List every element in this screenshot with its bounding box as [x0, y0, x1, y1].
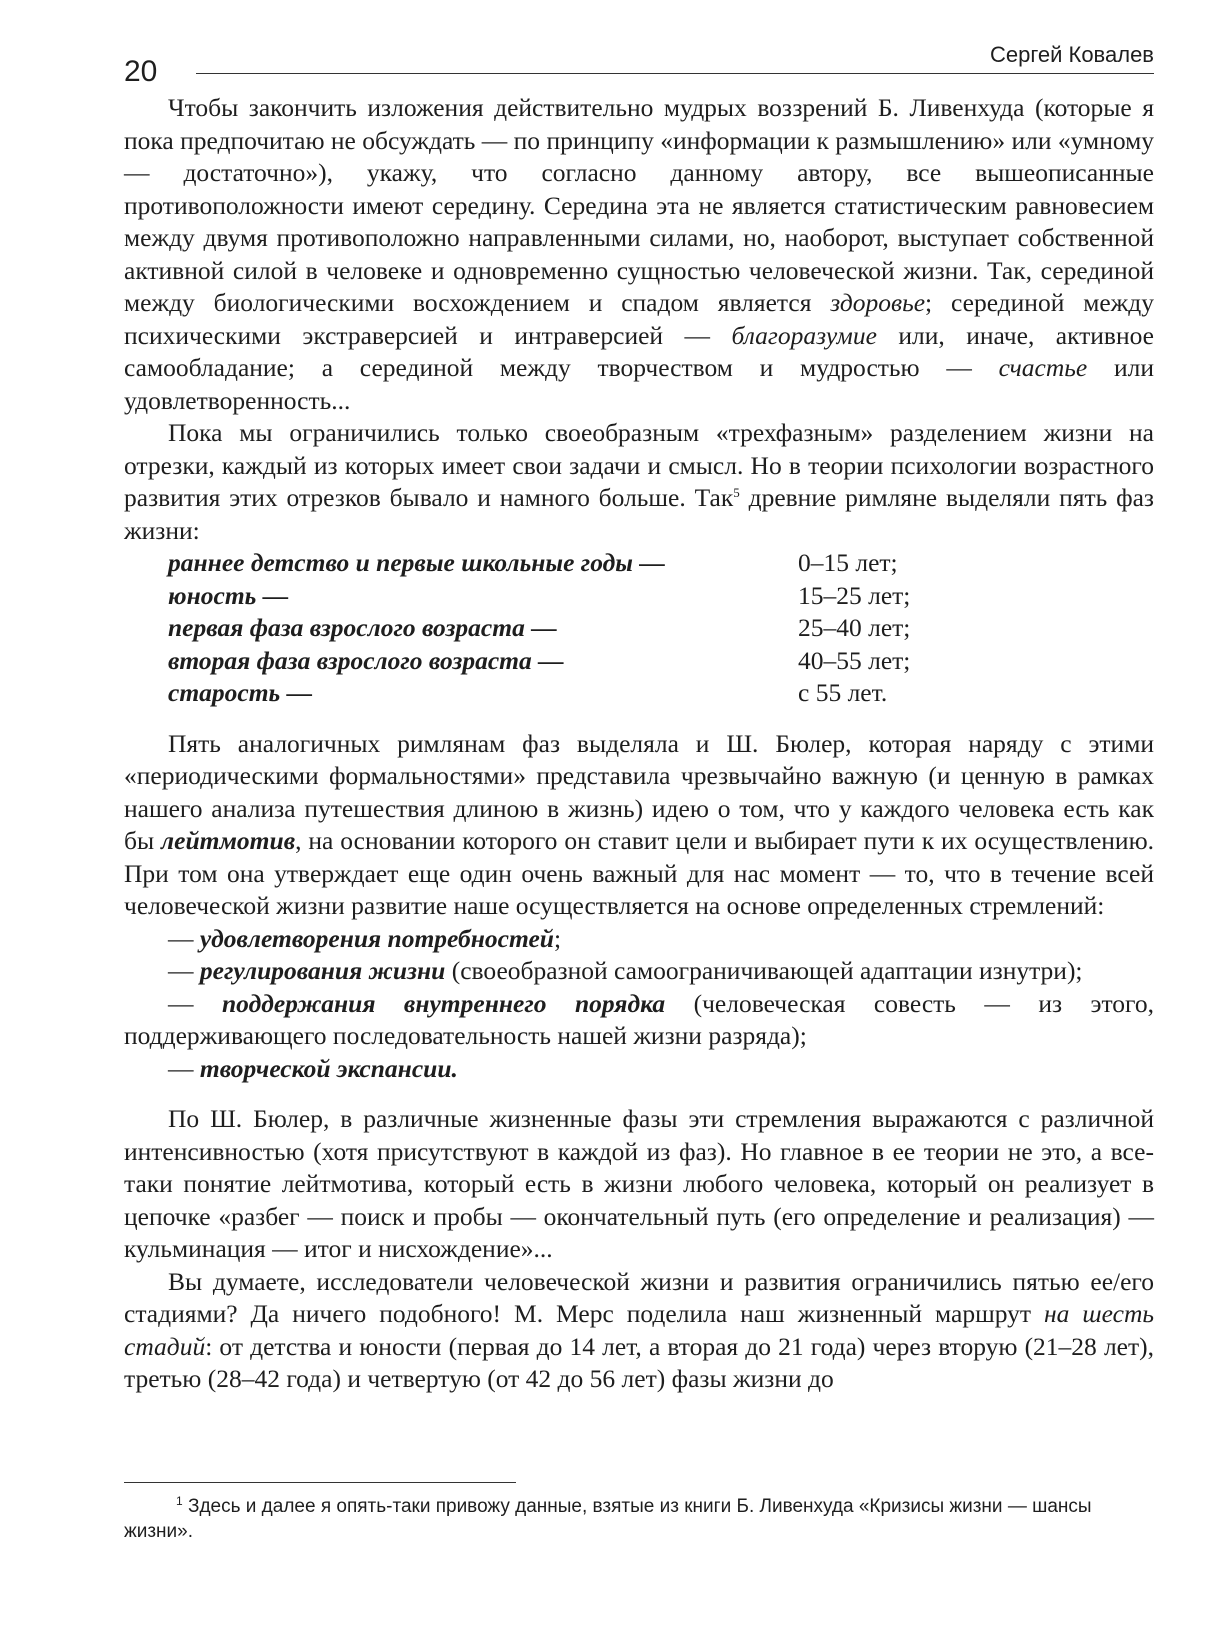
- list-dash: —: [168, 923, 200, 953]
- list-item: [124, 923, 1154, 956]
- footnote-text: Здесь и далее я опять-таки привожу данные, взятые из книги Б. Ливенхуда «Кризисы жизни — шансы жизни».: [124, 1496, 1092, 1542]
- main-text: [124, 92, 1154, 1396]
- phase-name: вторая фаза взрослого возраста —: [168, 645, 564, 675]
- phase-age: 0–15 лет;: [798, 548, 898, 577]
- phase-name: юность —: [168, 580, 289, 610]
- roman-life-phases-list: [124, 547, 1154, 710]
- italic-term-happiness: счастье: [998, 353, 1088, 382]
- paragraph-buhler-phases: [124, 1103, 1154, 1266]
- text-run: древние римляне выделяли пять фаз жизни:: [124, 483, 1154, 545]
- list-dash: —: [168, 988, 222, 1018]
- footnote: [124, 1494, 1154, 1544]
- phase-age: 15–25 лет;: [798, 580, 911, 610]
- list-item: [124, 955, 1154, 988]
- phase-row: [124, 547, 1154, 580]
- phase-row: [124, 677, 1154, 710]
- striving-term: творческой экспансии.: [199, 1053, 458, 1083]
- phase-name: первая фаза взрослого возраста —: [168, 613, 557, 642]
- phase-name: раннее детство и первые школьные годы —: [168, 548, 665, 577]
- paragraph-livenhud-middle: [124, 92, 1154, 417]
- list-dash: —: [168, 1053, 200, 1083]
- striving-term: поддержания внутреннего порядка: [221, 988, 666, 1018]
- phase-age: с 55 лет.: [798, 678, 888, 707]
- striving-term: регулирования жизни: [199, 956, 446, 985]
- paragraph-mers-stages: [124, 1266, 1154, 1396]
- italic-term-health: здоровье: [830, 288, 926, 317]
- page-header: [124, 42, 1154, 90]
- text-run: Пока мы ограничились только своеобразным «трехфазным» разделением жизни на отрезки, каждый из которых имеет свои задачи и смысл. Но в теории психологии возрастного развития этих отрезков бывало и намного больше. Так: [124, 418, 1154, 512]
- text-run: : от детства и юности (первая до 14 лет, а вторая до 21 года) через вторую (21–28 лет), третью (28–42 года) и четвертую (от 42 до 56 лет) фазы жизни до: [124, 1331, 1154, 1393]
- phase-row: [124, 612, 1154, 645]
- striving-note: (человеческая совесть — из этого, поддерживающего последовательность нашей жизни разряда);: [124, 988, 1154, 1050]
- text-run: Пять аналогичных римлянам фаз выделяла и Ш. Бюлер, которая наряду с этими «периодическими формальностями» представила чрезвычайно важную (и ценную в рамках нашего анализа путешествия длиною в жизнь) идею о том, что у каждого человека есть как бы: [124, 728, 1154, 855]
- text-run: или удовлетворенность...: [124, 353, 1154, 415]
- phase-age: 40–55 лет;: [798, 645, 911, 675]
- list-dash: —: [168, 956, 200, 985]
- text-run: ; серединой между психическими экстраверсией и интраверсией —: [124, 288, 1154, 350]
- list-item: [124, 1053, 1154, 1086]
- phase-age: 25–40 лет;: [798, 613, 911, 642]
- strivings-list: [124, 923, 1154, 1086]
- list-item: [124, 988, 1154, 1053]
- phase-name: старость —: [168, 678, 313, 707]
- italic-term-prudence: благоразумие: [731, 320, 877, 350]
- text-run: или, иначе, активное самообладание; а серединой между творчеством и мудростью —: [124, 320, 1155, 382]
- italic-term-six-stages: на шесть стадий: [124, 1299, 1154, 1361]
- striving-term: удовлетворения потребностей: [199, 923, 554, 953]
- text-run: По Ш. Бюлер, в различные жизненные фазы эти стремления выражаются с различной интенсивностью (хотя присутствуют в каждой из фаз). Но главное в ее теории не это, а все-таки понятие лейтмотива, который есть в жизни любого человека, который он реализует в цепочке «разбег — поиск и пробы — окончательный путь (его определение и реализация) — кульминация — итог и нисхождение»...: [124, 1104, 1154, 1263]
- text-run: , на основании которого он ставит цели и выбирает пути к их осуществлению. При том она утверждает еще один очень важный для нас момент — то, что в течение всей человеческой жизни развитие наше осуществляется на основе определенных стремлений:: [124, 826, 1154, 920]
- footnote-reference: 5: [733, 485, 740, 500]
- text-run: Вы думаете, исследователи человеческой жизни и развития ограничились пятью ее/его стадиями? Да ничего подобного! М. Мерс поделила наш жизненный маршрут: [124, 1266, 1154, 1328]
- bold-term-leitmotif: лейтмотив: [161, 826, 296, 855]
- footnote-mark: 1: [176, 1494, 183, 1508]
- striving-note: ;: [554, 923, 562, 953]
- header-rule: [196, 73, 1154, 74]
- text-run: Чтобы закончить изложения действительно мудрых воззрений Б. Ливенхуда (которые я пока предпочитаю не обсуждать — по принципу «информации к размышлению» или «умному — достаточно»), укажу, что согласно данному автору, все вышеописанные противоположности имеют середину. Середина эта не является статистическим равновесием между двумя противоположно направленными силами, но, наоборот, выступает собственной активной силой в человеке и одновременно сущностью человеческой жизни. Так, серединой между биологическими восхождением и спадом является: [124, 93, 1154, 317]
- paragraph-buhler-leitmotif: [124, 728, 1154, 923]
- phase-row: [124, 645, 1154, 678]
- paragraph-three-phase: [124, 417, 1154, 547]
- phase-row: [124, 580, 1154, 613]
- striving-note: (своеобразной самоограничивающей адаптации изнутри);: [445, 956, 1083, 985]
- page-number: 20: [124, 55, 158, 88]
- running-head-author: Сергей Ковалев: [989, 42, 1154, 67]
- footnote-rule: [124, 1482, 516, 1483]
